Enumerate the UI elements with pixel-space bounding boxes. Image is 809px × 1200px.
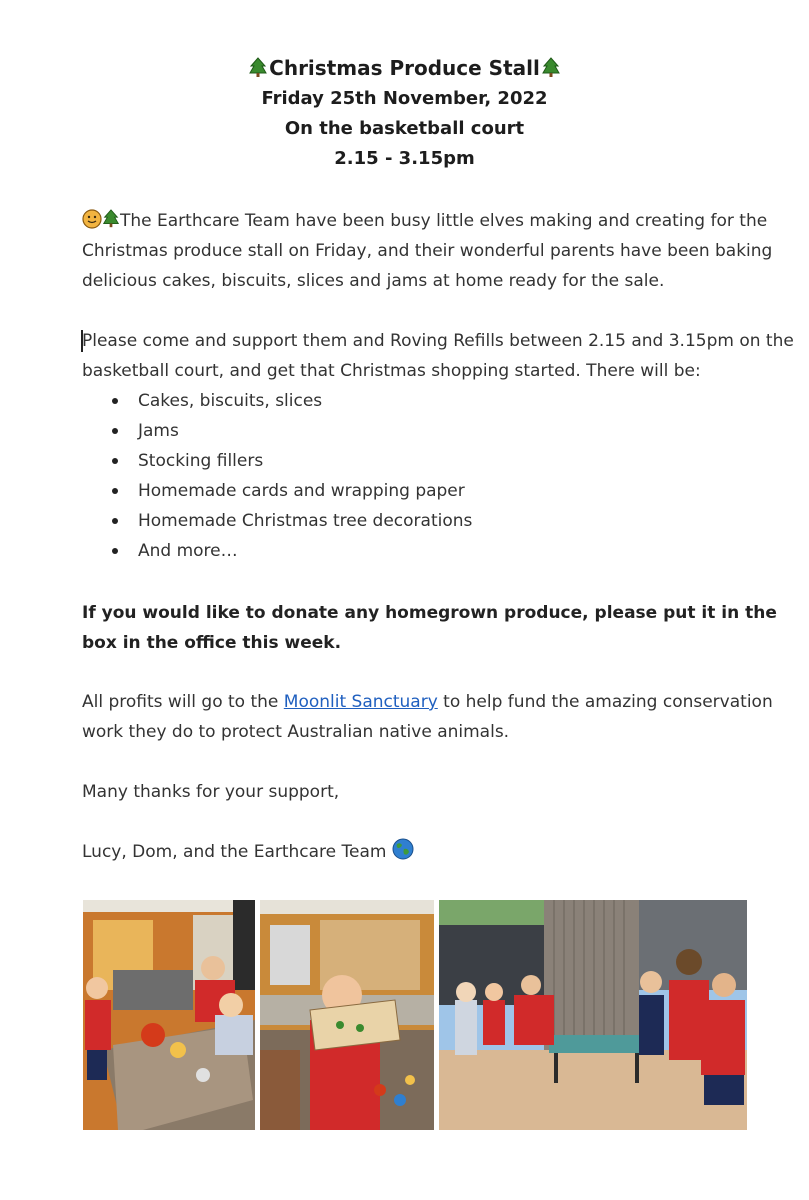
signoff-text: Lucy, Dom, and the Earthcare Team [82,842,387,862]
items-list [108,386,472,566]
globe-icon [392,838,414,860]
christmas-tree-icon [249,57,267,79]
list-item: Homemade Christmas tree decorations [108,506,472,536]
list-item: Jams [108,416,472,446]
thanks-line: Many thanks for your support, [82,782,340,802]
list-item: And more… [108,536,472,566]
event-location: On the basketball court [284,118,525,139]
profits-paragraph [82,687,797,747]
christmas-tree-icon [542,57,560,79]
classroom-photo-1 [83,900,255,1130]
intro-text: The Earthcare Team have been busy little elves making and creating for the Christmas produce stall on Friday, and their wonderful parents have been baking delicious cakes, biscuits, slices and jams at home ready for the sale. [82,211,773,291]
support-paragraph: Please come and support them and Roving Refills between 2.15 and 3.15pm on the basketball court, and get that Christmas shopping started. There will be: [82,331,794,381]
list-item: Homemade cards and wrapping paper [108,476,472,506]
moonlit-sanctuary-link[interactable]: Moonlit Sanctuary [283,692,438,712]
christmas-tree-icon [102,209,120,229]
list-item: Cakes, biscuits, slices [108,386,472,416]
signoff-line [82,837,797,867]
profits-text-start: All profits will go to the [82,692,284,712]
header [0,52,809,174]
profits-text-end: to help fund the amazing conservation work they do to protect Australian native animals. [82,692,773,742]
intro-paragraph [82,206,797,296]
event-time: 2.15 - 3.15pm [334,148,475,169]
list-item: Stocking fillers [108,446,472,476]
outdoor-group-photo [439,900,747,1130]
classroom-photo-2 [260,900,434,1130]
event-date: Friday 25th November, 2022 [261,88,548,109]
page-title-row [0,52,809,84]
donate-paragraph: If you would like to donate any homegrown produce, please put it in the box in the office this week. [82,603,777,653]
page-title: Christmas Produce Stall [269,56,540,80]
smiley-face-icon [82,209,102,229]
